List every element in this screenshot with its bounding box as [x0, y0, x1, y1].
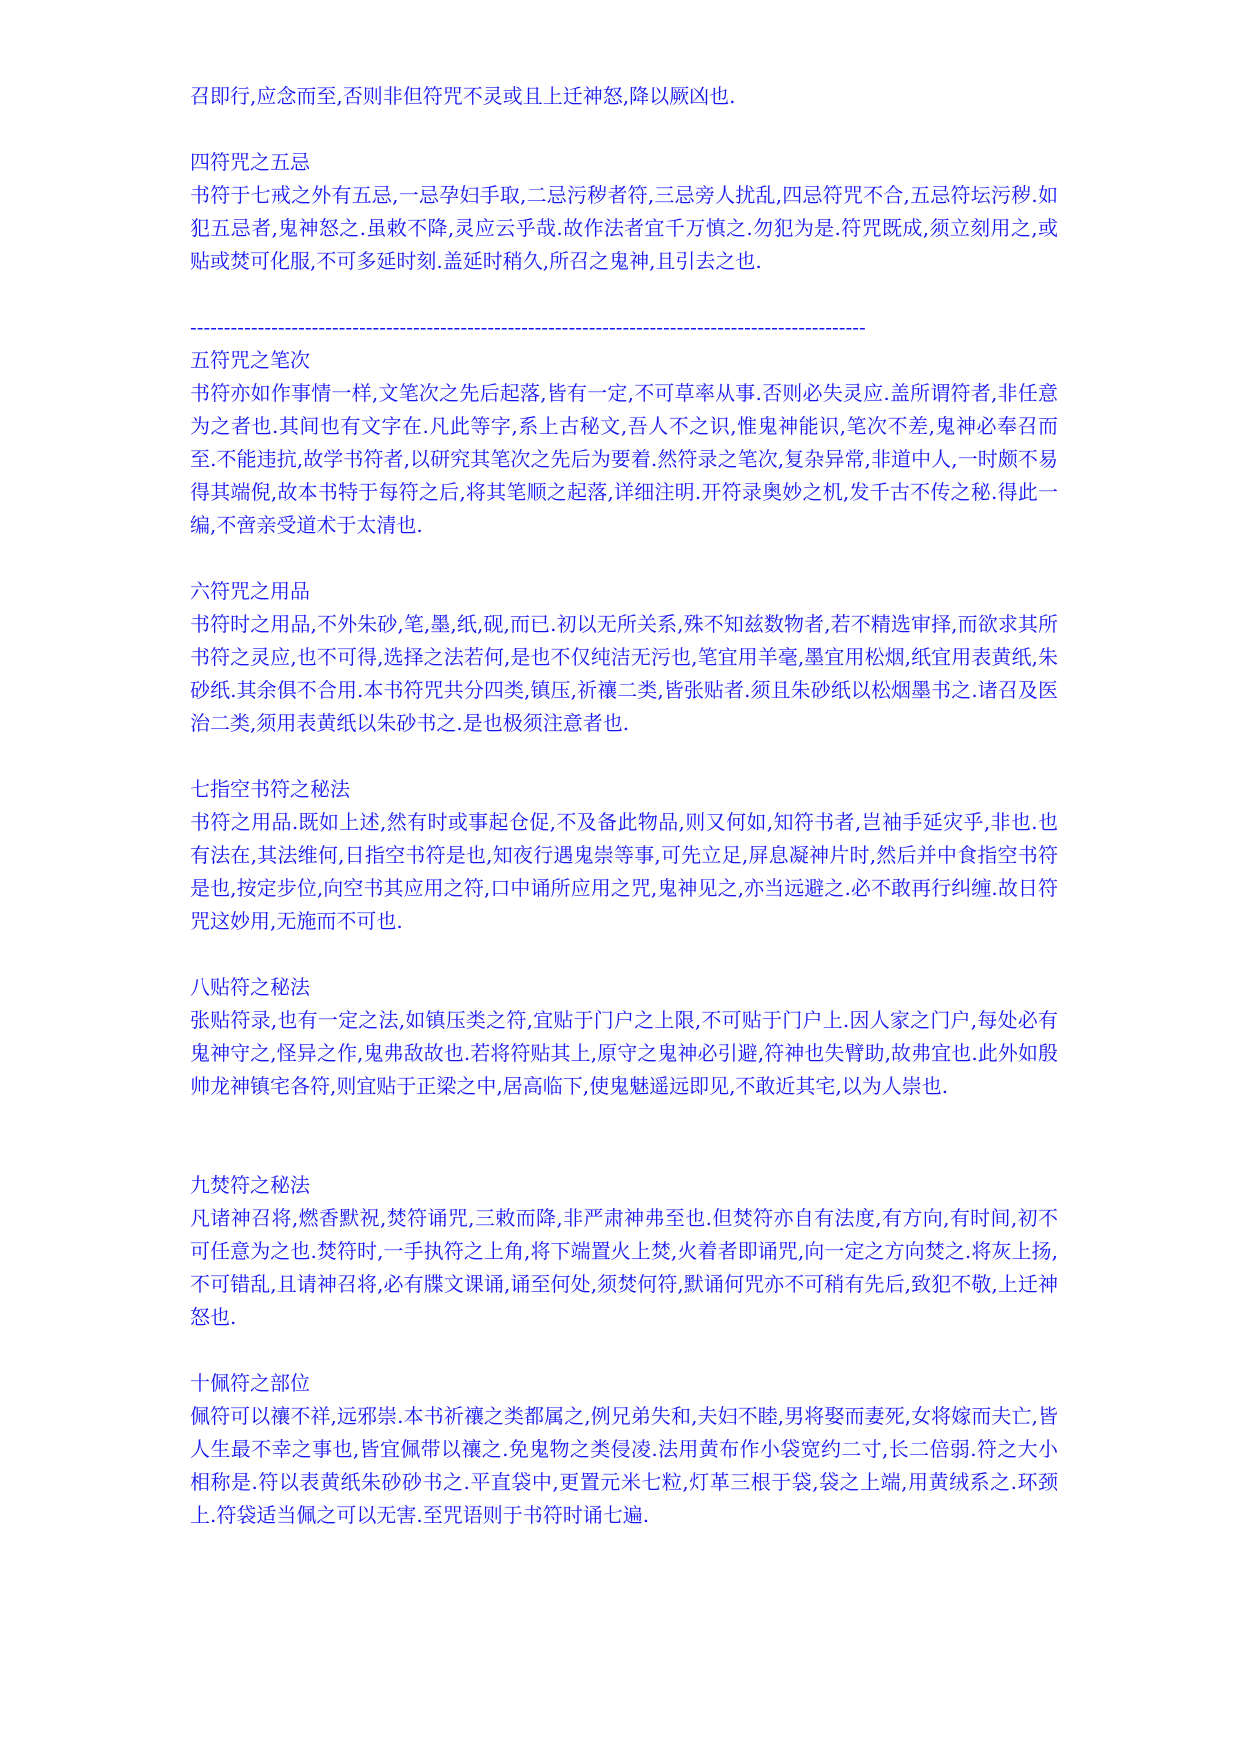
section-wuji — [190, 146, 1058, 278]
section-peifu — [190, 1367, 1058, 1532]
section-body: 书符亦如作事情一样,文笔次之先后起落,皆有一定,不可草率从事.否则必失灵应.盖所谓符者,非任意为之者也.其间也有文字在.凡此等字,系上古秘文,吾人不之识,惟鬼神能识,笔次不差,鬼神必奉召而至.不能违抗,故学书符者,以研究其笔次之先后为要着.然符录之笔次,复杂异常,非道中人,一时颇不易得其端倪,故本书特于每符之后,将其笔顺之起落,详细注明.开符录奥妙之机,发千古不传之秘.得此一编,不啻亲受道术于太清也. — [190, 381, 1058, 537]
section-title: 五符咒之笔次 — [190, 348, 310, 372]
section-title: 九焚符之秘法 — [190, 1173, 310, 1197]
dashed-divider: ---------------------------------------------------------------------------------------------------- — [190, 315, 866, 339]
section-fenfu — [190, 1169, 1058, 1334]
section-body: 书符之用品.既如上述,然有时或事起仓促,不及备此物品,则又何如,知符书者,岂袖手延灾乎,非也.也有法在,其法维何,日指空书符是也,知夜行遇鬼崇等事,可先立足,屏息凝神片时,然后并中食指空书符是也,按定步位,向空书其应用之符,口中诵所应用之咒,鬼神见之,亦当远避之.必不敢再行纠缠.故日符咒这妙用,无施而不可也. — [190, 810, 1058, 933]
document-page — [190, 80, 1058, 1532]
section-body: 张贴符录,也有一定之法,如镇压类之符,宜贴于门户之上限,不可贴于门户上.因人家之门户,每处必有鬼神守之,怪异之作,鬼弗敌故也.若将符贴其上,原守之鬼神必引避,符神也失臂助,故弗宜也.此外如殷帅龙神镇宅各符,则宜贴于正梁之中,居高临下,使鬼魅遥远即见,不敢近其宅,以为人崇也. — [190, 1008, 1058, 1098]
section-body: 凡诸神召将,燃香默祝,焚符诵咒,三敕而降,非严肃神弗至也.但焚符亦自有法度,有方向,有时间,初不可任意为之也.焚符时,一手执符之上角,将下端置火上焚,火着者即诵咒,向一定之方向焚之.将灰上扬,不可错乱,且请神召将,必有牒文课诵,诵至何处,须焚何符,默诵何咒亦不可稍有先后,致犯不敬,上迁神怒也. — [190, 1206, 1058, 1329]
intro-paragraph: 召即行,应念而至,否则非但符咒不灵或且上迁神怒,降以厥凶也. — [190, 84, 736, 108]
section-bici — [190, 344, 1058, 542]
section-body: 佩符可以禳不祥,远邪崇.本书祈禳之类都属之,例兄弟失和,夫妇不睦,男将娶而妻死,女将嫁而夫亡,皆人生最不幸之事也,皆宜佩带以禳之.免鬼物之类侵凌.法用黄布作小袋宽约二寸,长二倍弱.符之大小相称是.符以表黄纸朱砂砂书之.平直袋中,更置元米七粒,灯革三根于袋,袋之上端,用黄绒系之.环颈上.符袋适当佩之可以无害.至咒语则于书符时诵七遍. — [190, 1404, 1058, 1527]
section-yongpin — [190, 575, 1058, 740]
section-title: 六符咒之用品 — [190, 579, 310, 603]
section-zhikong — [190, 773, 1058, 938]
section-title: 八贴符之秘法 — [190, 975, 310, 999]
section-title: 四符咒之五忌 — [190, 150, 310, 174]
section-body: 书符于七戒之外有五忌,一忌孕妇手取,二忌污秽者符,三忌旁人扰乱,四忌符咒不合,五忌符坛污秽.如犯五忌者,鬼神怒之.虽敕不降,灵应云乎哉.故作法者宜千万慎之.勿犯为是.符咒既成,须立刻用之,或贴或焚可化服,不可多延时刻.盖延时稍久,所召之鬼神,且引去之也. — [190, 183, 1058, 273]
section-title: 十佩符之部位 — [190, 1371, 310, 1395]
section-title: 七指空书符之秘法 — [190, 777, 350, 801]
section-tiefu — [190, 971, 1058, 1103]
section-body: 书符时之用品,不外朱砂,笔,墨,纸,砚,而已.初以无所关系,殊不知兹数物者,若不精选审择,而欲求其所书符之灵应,也不可得,选择之法若何,是也不仅纯洁无污也,笔宜用羊毫,墨宜用松烟,纸宜用表黄纸,朱砂纸.其余俱不合用.本书符咒共分四类,镇压,祈禳二类,皆张贴者.须且朱砂纸以松烟墨书之.诸召及医治二类,须用表黄纸以朱砂书之.是也极须注意者也. — [190, 612, 1058, 735]
